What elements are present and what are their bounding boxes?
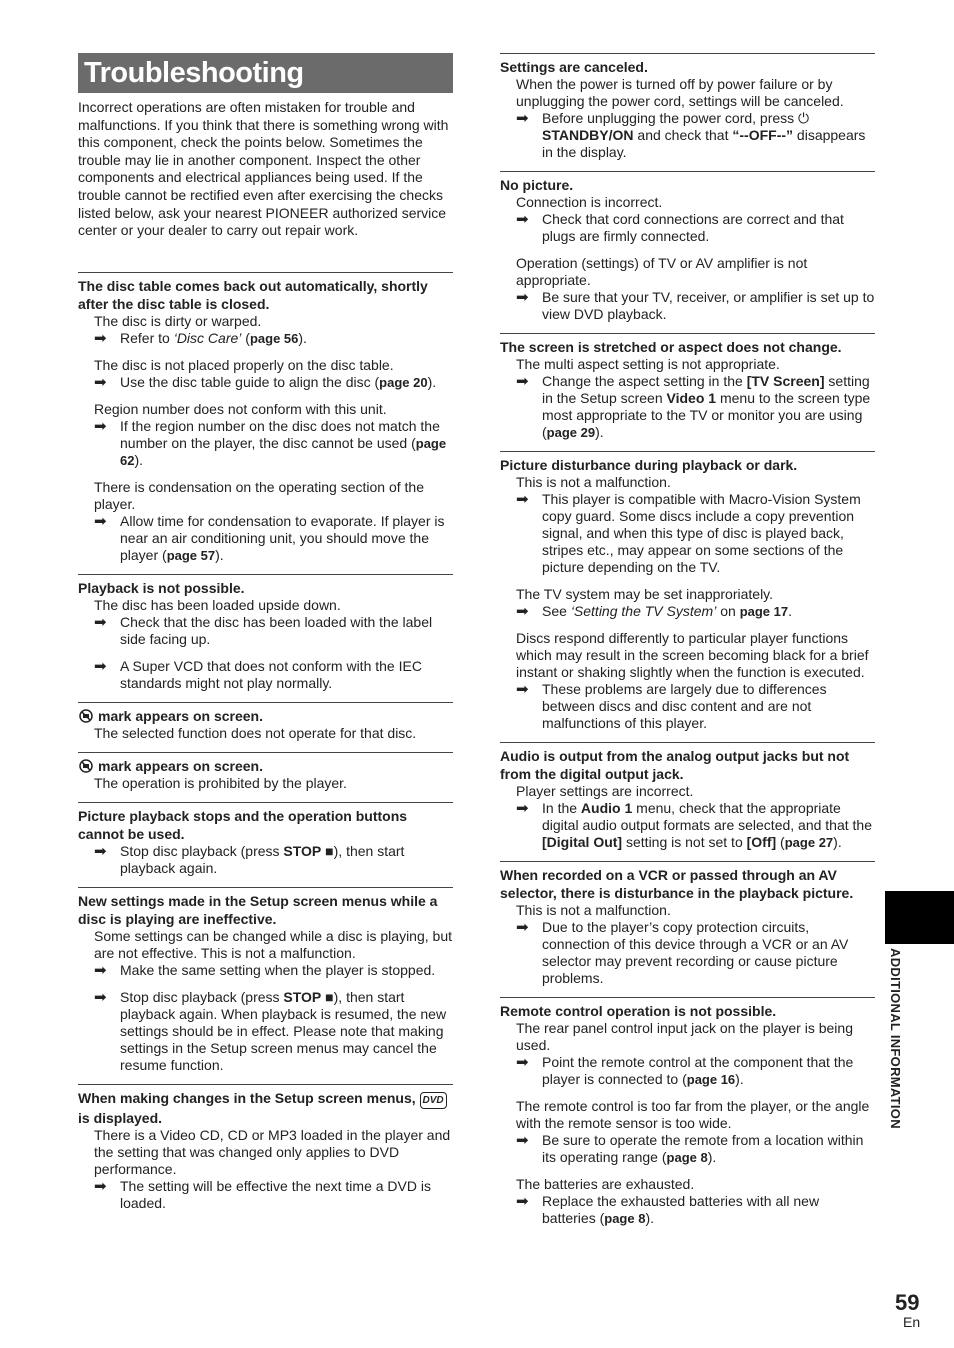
cause-text: The rear panel control input jack on the player is being used.	[516, 1020, 853, 1053]
cause-text: There is condensation on the operating section of the player.	[94, 478, 424, 512]
cause-text: This is not a malfunction.	[516, 474, 671, 490]
prohibited-player-icon	[78, 759, 94, 773]
section-heading-text: Settings are canceled.	[500, 59, 648, 75]
troubleshooting-section	[500, 861, 875, 987]
spacer	[78, 391, 453, 401]
solution-text: Change the aspect setting in the [TV Screen] setting in the Setup screen Video 1 menu to the screen type most appropriate to the TV or monitor you are using (page 29).	[542, 373, 871, 440]
section-heading	[78, 707, 453, 725]
troubleshooting-section	[500, 333, 875, 441]
section-heading-text: Playback is not possible.	[78, 579, 245, 596]
page-title: Troubleshooting	[78, 53, 453, 93]
solution-text: Due to the player’s copy protection circuits, connection of this device through a VCR or an AV selector may prevent recording or cause picture problems.	[542, 919, 849, 986]
section-heading-text: When making changes in the Setup screen menus, DVD is displayed.	[78, 1090, 450, 1126]
section-heading	[500, 58, 875, 76]
solution-text: Point the remote control at the component that the player is connected to (page 16).	[542, 1054, 854, 1087]
solution-text: Refer to ‘Disc Care’ (page 56).	[120, 329, 307, 346]
cause-text: There is a Video CD, CD or MP3 loaded in the player and the setting that was changed only applies to DVD performance.	[94, 1126, 451, 1177]
solution-text: Be sure to operate the remote from a location within its operating range (page 8).	[542, 1132, 864, 1165]
arrow-icon: ➡	[516, 1193, 529, 1210]
cause-text: The disc has been loaded upside down.	[94, 596, 341, 613]
prohibited-disc-icon	[78, 709, 94, 723]
section-heading	[500, 1002, 875, 1020]
solution-item	[78, 962, 453, 979]
arrow-icon: ➡	[516, 110, 529, 127]
cause-text: The batteries are exhausted.	[516, 1176, 695, 1192]
cause-text: The disc is not placed properly on the disc table.	[94, 356, 394, 373]
solution-text: The setting will be effective the next time a DVD is loaded.	[120, 1177, 431, 1211]
cause-text: The remote control is too far from the player, or the angle with the remote sensor is too wide.	[516, 1098, 870, 1131]
spacer	[78, 979, 453, 989]
solution-item	[500, 491, 875, 576]
section-heading-text: The screen is stretched or aspect does not change.	[500, 339, 842, 355]
solution-text: Allow time for condensation to evaporate. If player is near an air conditioning unit, you should move the player (page 57).	[120, 512, 445, 563]
solution-item	[500, 919, 875, 987]
arrow-icon: ➡	[94, 329, 107, 347]
solution-text: Make the same setting when the player is stopped.	[120, 961, 436, 978]
solution-item	[500, 1132, 875, 1166]
cause-text: Discs respond differently to particular player functions which may result in the screen becoming black for a brief instant or shaking slightly when the function is executed.	[516, 630, 869, 680]
section-heading	[500, 338, 875, 356]
troubleshooting-section	[78, 574, 453, 692]
cause-text: When the power is turned off by power failure or by unplugging the power cord, settings will be canceled.	[516, 76, 844, 109]
arrow-icon: ➡	[94, 373, 107, 391]
arrow-icon: ➡	[94, 1177, 107, 1195]
troubleshooting-section	[500, 742, 875, 851]
section-heading-text: New settings made in the Setup screen menus while a disc is playing are ineffective.	[78, 892, 438, 927]
spacer	[78, 469, 453, 479]
solution-item	[78, 513, 453, 564]
solution-item	[78, 418, 453, 469]
troubleshooting-section	[78, 702, 453, 742]
section-heading	[78, 579, 453, 597]
solution-item	[500, 110, 875, 161]
section-heading-text: mark appears on screen.	[98, 757, 263, 774]
arrow-icon: ➡	[94, 512, 107, 530]
solution-item	[500, 373, 875, 441]
side-label-text: ADDITIONAL INFORMATION	[888, 948, 903, 1129]
section-heading	[78, 892, 453, 928]
section-heading-text: Picture playback stops and the operation buttons cannot be used.	[78, 807, 408, 842]
solution-item	[78, 614, 453, 648]
solution-text: If the region number on the disc does not match the number on the player, the disc cannot be used (page 62).	[120, 417, 447, 468]
spacer	[500, 245, 875, 255]
troubleshooting-section	[500, 53, 875, 161]
side-label	[888, 948, 910, 1138]
cause-text: This is not a malfunction.	[516, 902, 671, 918]
solution-text: Check that cord connections are correct and that plugs are firmly connected.	[542, 211, 844, 244]
spacer	[500, 620, 875, 630]
arrow-icon: ➡	[94, 842, 107, 860]
arrow-icon: ➡	[516, 603, 529, 620]
solution-text: Replace the exhausted batteries with all new batteries (page 8).	[542, 1193, 820, 1226]
cause-text: Some settings can be changed while a disc is playing, but are not effective. This is not a malfunction.	[94, 927, 452, 961]
cause-text: The selected function does not operate for that disc.	[94, 724, 417, 741]
solution-item	[78, 843, 453, 877]
solution-item	[500, 800, 875, 851]
solution-text: See ‘Setting the TV System’ on page 17.	[542, 603, 792, 619]
section-tab	[885, 891, 954, 944]
solution-text: Check that the disc has been loaded with the label side facing up.	[120, 613, 433, 647]
arrow-icon: ➡	[516, 289, 529, 306]
language-code: En	[903, 1314, 921, 1330]
cause-text: The multi aspect setting is not appropriate.	[516, 356, 780, 372]
arrow-icon: ➡	[516, 211, 529, 228]
arrow-icon: ➡	[516, 681, 529, 698]
solution-item	[78, 330, 453, 347]
dvd-icon: DVD	[420, 1092, 447, 1109]
troubleshooting-section	[500, 451, 875, 732]
spacer	[78, 648, 453, 658]
solution-item	[78, 989, 453, 1074]
section-heading	[78, 807, 453, 843]
section-heading-text: mark appears on screen.	[98, 707, 263, 724]
page-number: 59	[895, 1290, 920, 1315]
section-heading-text: Picture disturbance during playback or dark.	[500, 457, 798, 473]
troubleshooting-section	[78, 1084, 453, 1212]
solution-item	[500, 1054, 875, 1088]
arrow-icon: ➡	[94, 988, 107, 1006]
troubleshooting-section	[78, 272, 453, 564]
spacer	[500, 576, 875, 586]
section-heading	[78, 1089, 453, 1127]
solution-text: Stop disc playback (press STOP ■), then start playback again. When playback is resumed, the new settings should be in effect. Please note that making settings in the Setup screen menus may cancel the resume function.	[120, 988, 447, 1073]
arrow-icon: ➡	[94, 417, 107, 435]
solution-text: A Super VCD that does not conform with the IEC standards might not play normally.	[120, 657, 422, 691]
section-heading-text: Audio is output from the analog output jacks but not from the digital output jack.	[500, 748, 850, 782]
solution-item	[500, 289, 875, 323]
cause-text: Region number does not conform with this unit.	[94, 400, 387, 417]
section-heading-text: The disc table comes back out automatically, shortly after the disc table is closed.	[78, 277, 428, 312]
section-heading-text: No picture.	[500, 177, 574, 193]
section-heading	[500, 747, 875, 783]
intro-paragraph: Incorrect operations are often mistaken for trouble and malfunctions. If you think that there is something wrong with this component, check the points below. Sometimes the trouble may lie in another component. Inspect the other components and electrical appliances being used. If the trouble cannot be rectified even after exercising the checks listed below, ask your nearest PIONEER authorized service center or your dealer to carry out repair work.	[78, 99, 449, 239]
solution-text: Before unplugging the power cord, press ⏻ STANDBY/ON and check that “--OFF--” disappears in the display.	[542, 110, 866, 160]
arrow-icon: ➡	[516, 491, 529, 508]
troubleshooting-section	[78, 887, 453, 1074]
section-heading	[500, 866, 875, 902]
cause-text: The disc is dirty or warped.	[94, 312, 262, 329]
left-column	[78, 53, 453, 1222]
spacer	[500, 1088, 875, 1098]
troubleshooting-section	[500, 171, 875, 323]
solution-text: This player is compatible with Macro-Vision System copy guard. Some discs include a copy prevention signal, and when this type of disc is played back, stripes etc., may appear on some sections of the picture depending on the TV.	[542, 491, 861, 575]
cause-text: Connection is incorrect.	[516, 194, 663, 210]
solution-item	[78, 374, 453, 391]
section-heading	[78, 277, 453, 313]
section-heading	[78, 757, 453, 775]
arrow-icon: ➡	[516, 1132, 529, 1149]
arrow-icon: ➡	[516, 1054, 529, 1071]
cause-text: Operation (settings) of TV or AV amplifier is not appropriate.	[516, 255, 808, 288]
troubleshooting-section	[78, 802, 453, 877]
solution-item	[78, 1178, 453, 1212]
cause-text: Player settings are incorrect.	[516, 783, 694, 799]
arrow-icon: ➡	[516, 373, 529, 390]
right-sections	[500, 53, 875, 1227]
arrow-icon: ➡	[516, 919, 529, 936]
section-heading-text: Remote control operation is not possible.	[500, 1003, 777, 1019]
solution-text: Be sure that your TV, receiver, or amplifier is set up to view DVD playback.	[542, 289, 875, 322]
solution-item	[500, 681, 875, 732]
troubleshooting-section	[78, 752, 453, 792]
spacer	[78, 347, 453, 357]
solution-item	[78, 658, 453, 692]
cause-text: The operation is prohibited by the player.	[94, 774, 347, 791]
cause-text: The TV system may be set inapproriately.	[516, 586, 774, 602]
right-column	[500, 53, 875, 1237]
solution-item	[500, 211, 875, 245]
arrow-icon: ➡	[94, 657, 107, 675]
section-heading	[500, 176, 875, 194]
arrow-icon: ➡	[94, 961, 107, 979]
solution-text: Use the disc table guide to align the disc (page 20).	[120, 373, 437, 390]
arrow-icon: ➡	[94, 613, 107, 631]
spacer	[500, 1166, 875, 1176]
arrow-icon: ➡	[516, 800, 529, 817]
solution-text: In the Audio 1 menu, check that the appropriate digital audio output formats are selected, and that the [Digital Out] setting is not set to [Off] (page 27).	[542, 800, 872, 850]
solution-item	[500, 603, 875, 620]
solution-text: These problems are largely due to differences between discs and disc content and are not malfunctions of this player.	[542, 681, 827, 731]
solution-item	[500, 1193, 875, 1227]
section-heading	[500, 456, 875, 474]
troubleshooting-section	[500, 997, 875, 1227]
solution-text: Stop disc playback (press STOP ■), then start playback again.	[120, 842, 405, 876]
section-heading-text: When recorded on a VCR or passed through an AV selector, there is disturbance in the playback picture.	[500, 867, 854, 901]
left-sections	[78, 272, 453, 1212]
